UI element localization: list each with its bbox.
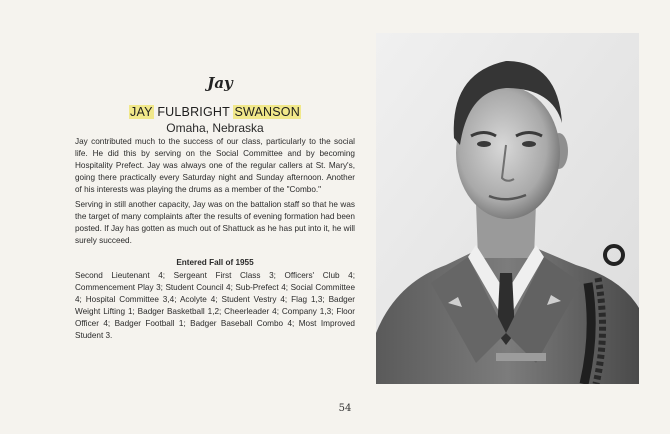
biography-paragraph: Jay contributed much to the success of our class, particularly to the social life. He did this by serving on the Social Committee and by becoming Hospitality Prefect. Jay was always one of the regular callers at St. Mary's, going there practically every Saturday night and Sunday afternoon. Another of his interests was playing the drums as a member of the "Combo.": [75, 137, 355, 194]
page-number: 54: [338, 403, 352, 414]
portrait-photo: [376, 33, 639, 384]
middle-name: FULBRIGHT: [157, 105, 230, 119]
entered-date: Entered Fall of 1955: [176, 258, 254, 267]
hometown: Omaha, Nebraska: [166, 121, 264, 135]
activities-list: Second Lieutenant 4; Sergeant First Class 3; Officers' Club 4; Commencement Play 3; Student Council 4; Sub-Prefect 4; Social Committee 4; Hospital Committee 3,4; Acolyte 4; Student Vestry 4; Flag 1,3; Badger Weight Lifting 1; Badger Basketball 1,2; Cheerleader 4; Company 1,3; Floor Officer 4; Badger Football 1; Badger Baseball Combo 4; Most Improved Student 3.: [75, 271, 355, 340]
biography: [75, 136, 355, 250]
first-name: JAY: [130, 105, 153, 119]
nickname: Jay: [207, 74, 233, 92]
last-name: SWANSON: [234, 105, 300, 119]
biography-paragraph: Serving in still another capacity, Jay was on the battalion staff so that he was the target of many complaints after the results of evening formation had been posted. If Jay has gotten as much out of Shattuck as he has put into it, he will surely succeed.: [75, 200, 355, 245]
student-name: [60, 105, 370, 119]
